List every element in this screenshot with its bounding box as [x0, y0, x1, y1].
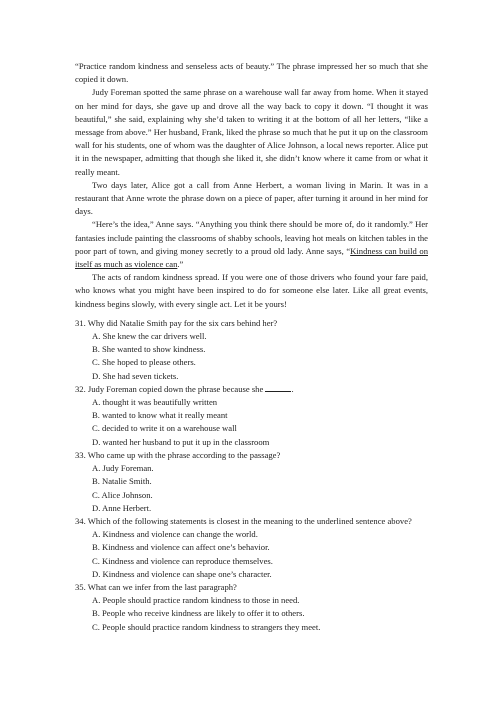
question-list	[75, 317, 428, 634]
answer-option-c[interactable]: C. People should practice random kindness to strangers they meet.	[92, 621, 321, 632]
answer-option-c[interactable]: C. She hoped to please others.	[92, 357, 196, 368]
question-stem: 34. Which of the following statements is closest in the meaning to the underlined sentence above?	[75, 515, 412, 526]
answer-blank[interactable]	[265, 383, 294, 394]
answer-option-c[interactable]: C. Alice Johnson.	[92, 489, 153, 500]
paragraph-4-text: “Here’s the idea,” Anne says. “Anything you think there should be more of, do it randomly.” Her fantasies include painting the classrooms of shabby schools, leaving hot meals on kitchen tables in the poor part of town, and giving money secretly to a proud old lady. Anne says, “	[75, 219, 428, 256]
underlined-sentence: Kindness can build on itself as much as violence can	[75, 245, 428, 270]
answer-option-d[interactable]: D. Kindness and violence can shape one’s character.	[92, 568, 272, 579]
answer-option-c[interactable]: C. Kindness and violence can reproduce themselves.	[92, 555, 273, 566]
question-stem: 32. Judy Foreman copied down the phrase because she	[75, 383, 264, 394]
question-35	[75, 581, 428, 634]
passage-paragraph-5: The acts of random kindness spread. If you were one of those drivers who found your fare paid, who knows what you might have been inspired to do for someone else later. Like all great events, kindness begins slowly, with every single act. Let it be yours!	[75, 272, 428, 309]
question-33	[75, 449, 428, 515]
question-31	[75, 317, 428, 383]
answer-option-a[interactable]: A. Judy Foreman.	[92, 463, 154, 474]
answer-option-a[interactable]: A. Kindness and violence can change the world.	[92, 529, 258, 540]
answer-option-d[interactable]: D. wanted her husband to put it up in the classroom	[92, 436, 270, 447]
text-column	[75, 60, 428, 634]
answer-option-a[interactable]: A. People should practice random kindness to those in need.	[92, 595, 300, 606]
answer-option-b[interactable]: B. Kindness and violence can affect one’s behavior.	[92, 542, 270, 553]
answer-option-b[interactable]: B. People who receive kindness are likely to offer it to others.	[92, 608, 305, 619]
question-stem-row	[75, 383, 428, 396]
question-stem-end: .	[291, 383, 294, 394]
question-32	[75, 383, 428, 449]
answer-option-b[interactable]: B. wanted to know what it really meant	[92, 410, 228, 421]
passage-paragraph-1: “Practice random kindness and senseless acts of beauty.” The phrase impressed her so much that she copied it down.	[75, 61, 428, 85]
answer-option-a[interactable]: A. She knew the car drivers well.	[92, 331, 207, 342]
answer-option-c[interactable]: C. decided to write it on a warehouse wall	[92, 423, 237, 434]
question-34	[75, 515, 428, 581]
passage-paragraph-2: Judy Foreman spotted the same phrase on a warehouse wall far away from home. When it stayed on her mind for days, she gave up and drove all the way back to copy it down. “I thought it was beautiful,” she said, explaining why she’d taken to writing it at the bottom of all her letters, “like a message from above.” Her husband, Frank, liked the phrase so much that he put it up on the classroom wall for his students, one of whom was the daughter of Alice Johnson, a local news reporter. Alice put it in the newspaper, admitting that though she liked it, she didn’t know where it came from or what it really meant.	[75, 87, 428, 177]
question-stem: 31. Why did Natalie Smith pay for the six cars behind her?	[75, 317, 278, 328]
answer-option-b[interactable]: B. Natalie Smith.	[92, 476, 152, 487]
question-stem: 35. What can we infer from the last paragraph?	[75, 581, 237, 592]
answer-option-d[interactable]: D. Anne Herbert.	[92, 502, 152, 513]
question-stem: 33. Who came up with the phrase according to the passage?	[75, 449, 281, 460]
answer-option-a[interactable]: A. thought it was beautifully written	[92, 397, 218, 408]
passage-paragraph-4	[75, 218, 428, 271]
paragraph-4-end: .”	[177, 259, 184, 270]
passage-paragraph-3: Two days later, Alice got a call from Anne Herbert, a woman living in Marin. It was in a restaurant that Anne wrote the phrase down on a piece of paper, after turning it around in her mind for days.	[75, 179, 428, 217]
answer-option-b[interactable]: B. She wanted to show kindness.	[92, 344, 206, 355]
answer-option-d[interactable]: D. She had seven tickets.	[92, 370, 179, 381]
